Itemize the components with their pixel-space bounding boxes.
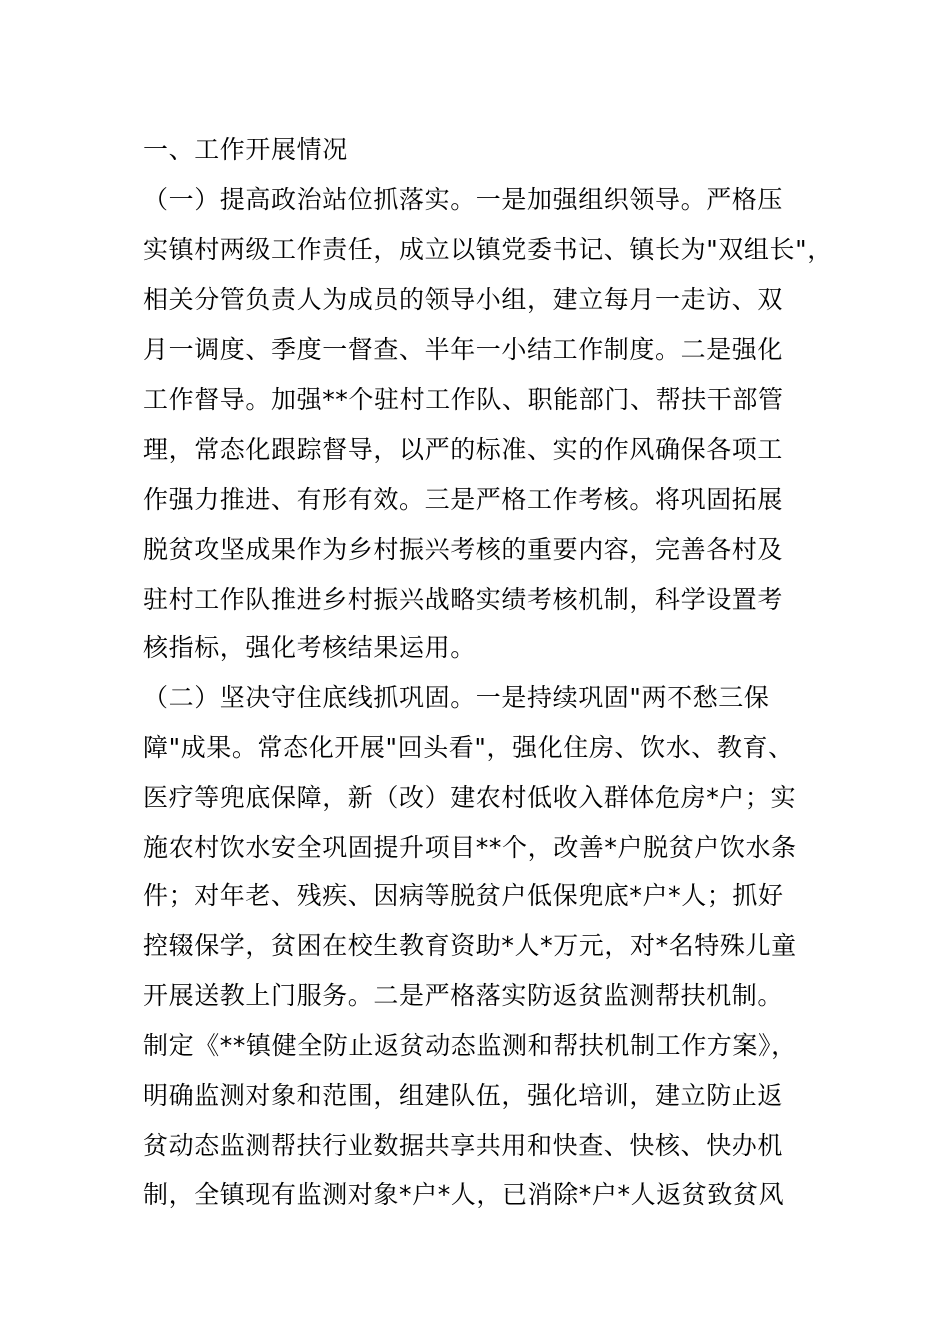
paragraph-line: 控辍保学，贫困在校生教育资助*人*万元，对*名特殊儿童	[143, 931, 797, 960]
paragraph-line: 制定《**镇健全防止返贫动态监测和帮扶机制工作方案》，	[143, 1031, 797, 1060]
paragraph-line: 核指标，强化考核结果运用。	[143, 633, 476, 662]
paragraph-line: 工作督导。加强**个驻村工作队、职能部门、帮扶干部管	[143, 385, 784, 414]
paragraph-line: （一）提高政治站位抓落实。一是加强组织领导。严格压	[143, 185, 784, 214]
paragraph-line: 月一调度、季度一督查、半年一小结工作制度。二是强化	[143, 335, 784, 364]
paragraph-line: 障"成果。常态化开展"回头看"，强化住房、饮水、教育、	[143, 733, 794, 762]
paragraph-line: 件；对年老、残疾、因病等脱贫户低保兜底*户*人；抓好	[143, 881, 784, 910]
paragraph-line: 理，常态化跟踪督导，以严的标准、实的作风确保各项工	[143, 435, 784, 464]
paragraph-line: 开展送教上门服务。二是严格落实防返贫监测帮扶机制。	[143, 981, 784, 1010]
paragraph-line: 贫动态监测帮扶行业数据共享共用和快查、快核、快办机	[143, 1131, 784, 1160]
paragraph-line: 相关分管负责人为成员的领导小组，建立每月一走访、双	[143, 285, 784, 314]
paragraph-line: 制，全镇现有监测对象*户*人，已消除*户*人返贫致贫风	[143, 1180, 785, 1209]
paragraph-line: 明确监测对象和范围，组建队伍，强化培训，建立防止返	[143, 1081, 784, 1110]
paragraph-line: 施农村饮水安全巩固提升项目**个，改善*户脱贫户饮水条	[143, 833, 797, 862]
paragraph-line: 脱贫攻坚成果作为乡村振兴考核的重要内容，完善各村及	[143, 535, 784, 564]
paragraph-line: （二）坚决守住底线抓巩固。一是持续巩固"两不愁三保	[143, 683, 770, 712]
paragraph-line: 驻村工作队推进乡村振兴战略实绩考核机制，科学设置考	[143, 585, 784, 614]
paragraph-line: 实镇村两级工作责任，成立以镇党委书记、镇长为"双组长"，	[143, 235, 833, 264]
paragraph-line: 作强力推进、有形有效。三是严格工作考核。将巩固拓展	[143, 485, 784, 514]
paragraph-line: 医疗等兜底保障，新（改）建农村低收入群体危房*户；实	[143, 783, 797, 812]
section-heading: 一、工作开展情况	[143, 135, 348, 164]
